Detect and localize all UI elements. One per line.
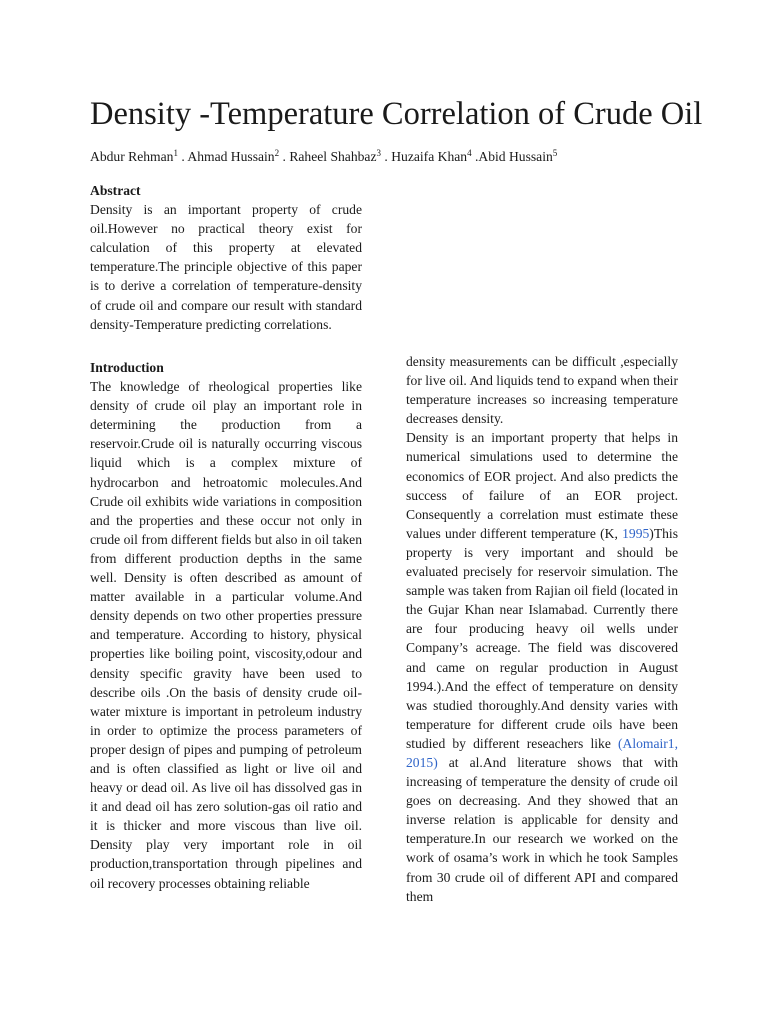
author-separator: . (381, 149, 392, 164)
right-paragraph-2 (406, 428, 678, 905)
introduction-heading: Introduction (90, 360, 164, 375)
paragraph-text: Density is an important property that helps in numerical simulations used to determine the economics of EOR project. And also predicts the success of failure of an EOR project. Consequently a correlation must estimate these values under different temperature (K, (406, 430, 678, 541)
introduction-text: The knowledge of rheological properties like density of crude oil play an important role in determining the production from a reservoir.Crude oil is naturally occurring viscous liquid which is a complex mixture of hydrocarbon and hetroatomic molecules.And Crude oil exhibits wide variations in composition and the properties and these occur not only in crude oil from different fields but also in oil taken from different production depths in the same well. Density is often described as amount of matter available in a particular volume.And density depends on two other properties pressure and temperature. According to history, physical properties like boiling point, viscosity,odour and density specific gravity have been used to describe oils .On the basis of density crude oil-water mixture is important in petroleum industry in order to optimize the process parameters of proper design of pipes and pumping of petroleum and is often classified as light or live oil and heavy or dead oil. As live oil has dissolved gas in it and dead oil has zero solution-gas oil ratio and it is thicker and more viscous than live oil. Density play very important role in oil production,transportation through pipelines and oil recovery processes obtaining reliable (90, 379, 362, 891)
author-affiliation: 3 (376, 148, 382, 158)
abstract-section (90, 181, 362, 334)
abstract-heading: Abstract (90, 183, 141, 198)
author-name: Raheel Shahbaz (289, 149, 377, 164)
author-name: Abdur Rehman (90, 149, 174, 164)
author-separator: . (279, 149, 290, 164)
right-paragraph-1: density measurements can be difficult ,especially for live oil. And liquids tend to expand when their temperature increases so increasing temperature decreases density. (406, 354, 678, 427)
citation-link[interactable]: (Alomair1, 2015) (406, 735, 678, 770)
author-separator: . (177, 149, 188, 164)
citation-link[interactable]: 1995 (622, 525, 650, 541)
paragraph-text: at al.And literature shows that with increasing of temperature the density of crude oil goes on decreasing. And they showed that an inverse relation is applicable for density and temperature.In our research we worked on the work of osama’s work in which he took Samples from 30 crude oil of different API and compared them (406, 754, 678, 904)
paper-title: Density -Temperature Correlation of Crude Oil (90, 96, 703, 132)
author-affiliation: 4 (467, 148, 472, 158)
author-affiliation: 1 (173, 148, 178, 158)
author-affiliation: 5 (552, 148, 558, 158)
right-column (406, 352, 678, 906)
author-affiliation: 2 (274, 148, 280, 158)
author-name: Abid Hussain (478, 149, 553, 164)
author-name: Huzaifa Khan (391, 149, 468, 164)
author-list (90, 148, 730, 166)
introduction-section (90, 358, 362, 893)
author-separator: . (471, 149, 479, 164)
paragraph-text: )This property is very important and should be evaluated precisely for reservoir simulation. The sample was taken from Rajian oil field (located in the Gujar Khan near Islamabad. Currently there are four producing heavy oil wells under Company’s acreage. The field was discovered and came on regular production in August 1994.).And the effect of temperature on density was studied thoroughly.And density varies with temperature for different crude oils have been studied by different reseachers like (406, 525, 678, 751)
abstract-text: Density is an important property of crude oil.However no practical theory exist for calculation of this property at elevated temperature.The principle objective of this paper is to derive a correlation of temperature-density of crude oil and compare our result with standard density-Temperature predicting correlations. (90, 202, 362, 332)
author-name: Ahmad Hussain (187, 149, 275, 164)
